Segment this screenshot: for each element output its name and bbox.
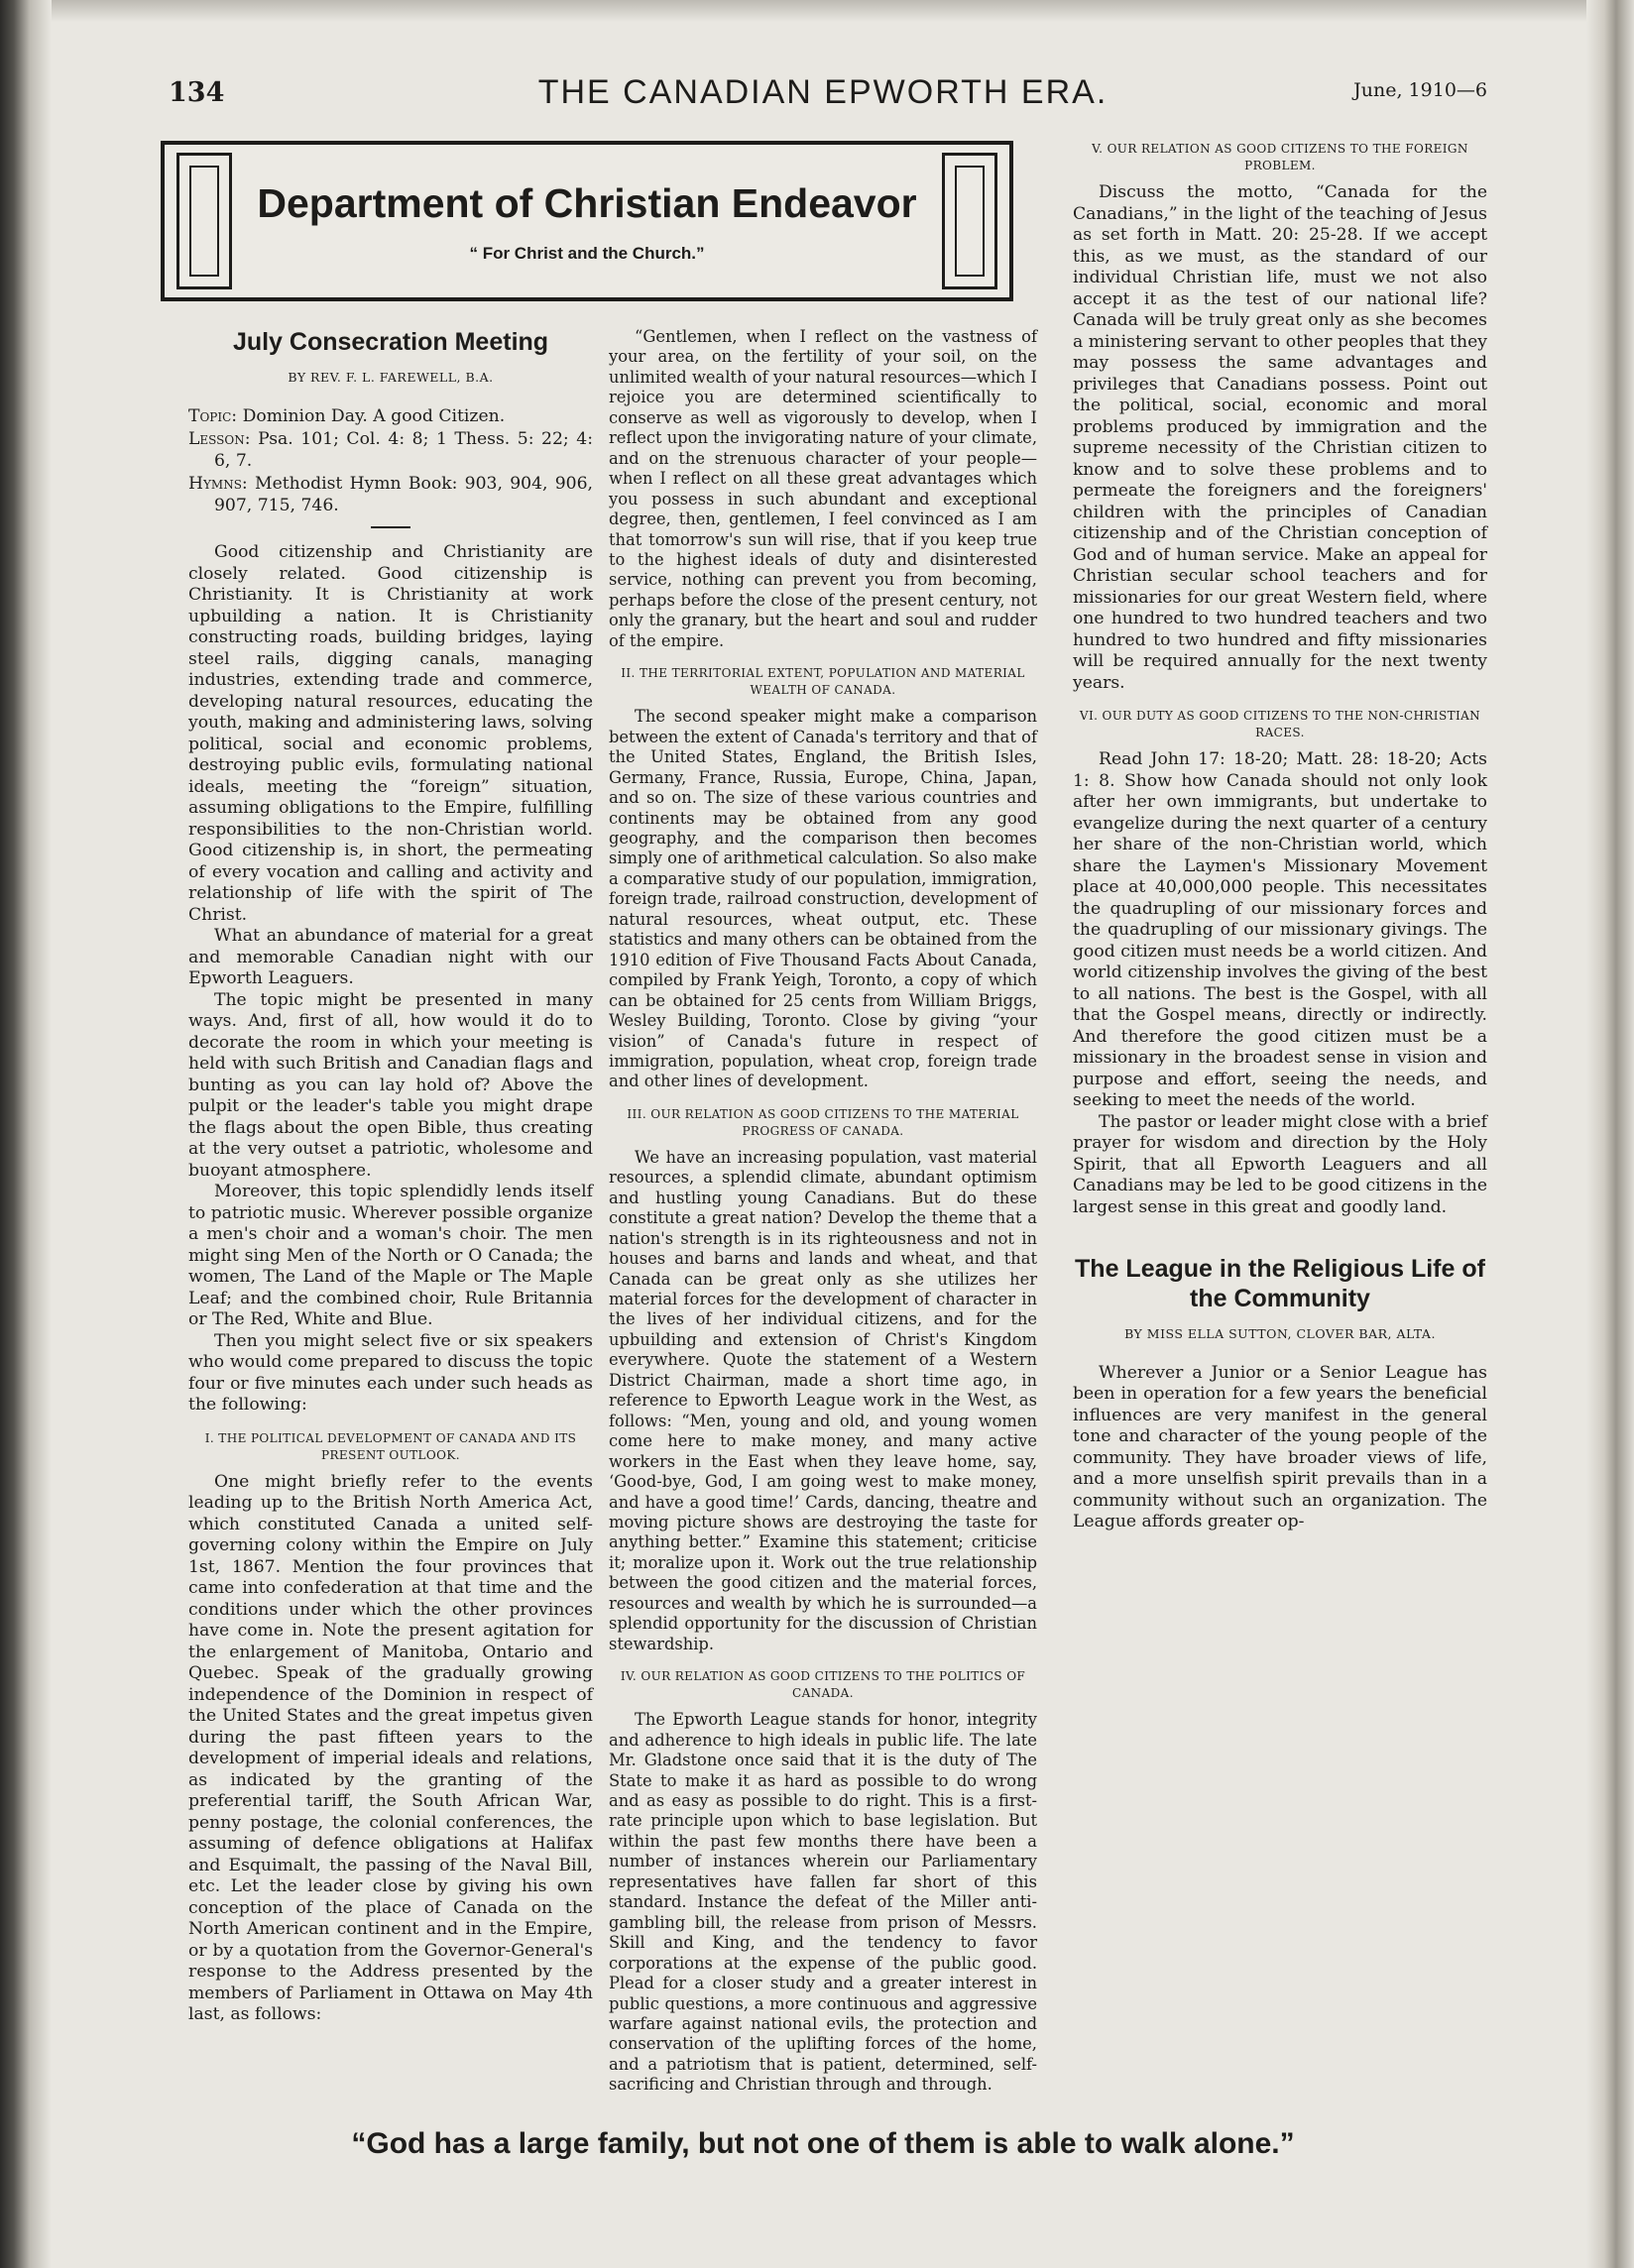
- section-heading: IV. OUR RELATION AS GOOD CITIZENS TO THE POLITICS OF CANADA.: [620, 1669, 1026, 1701]
- section-heading: V. OUR RELATION AS GOOD CITIZENS TO THE FOREIGN PROBLEM.: [1092, 142, 1468, 172]
- article-byline: BY MISS ELLA SUTTON, CLOVER BAR, ALTA.: [1124, 1326, 1436, 1341]
- hymns-line: Hymns: Methodist Hymn Book: 903, 904, 906, 907, 715, 746.: [188, 474, 593, 515]
- article-byline: BY REV. F. L. FAREWELL, B.A.: [288, 370, 494, 385]
- paragraph: Wherever a Junior or a Senior League has been in operation for a few years the beneficial influences are very manifest in the general tone and character of the young people of the community. They have broader views of life, and a more unselfish spirit prevails than in a community without such an organization. The League affords greater op-: [1073, 1362, 1487, 1531]
- lesson-line: Lesson: Psa. 101; Col. 4: 8; 1 Thess. 5: 22; 4: 6, 7.: [188, 429, 593, 471]
- page-number: 134: [169, 77, 225, 108]
- page-top-shadow: [52, 0, 1586, 22]
- paragraph: The topic might be presented in many ways. And, first of all, how would it do to decorate the room in which your meeting is held with such British and Canadian flags and bunting as you can lay hold of? Above the pulpit or the leader's table you might drape the flags about the open Bible, thus creating at the very outset a patriotic, wholesome and buoyant atmosphere.: [188, 989, 593, 1181]
- department-banner: [161, 141, 1013, 301]
- journal-title: THE CANADIAN EPWORTH ERA.: [537, 73, 1109, 111]
- page-header: [159, 73, 1487, 119]
- topic-line: Topic: Dominion Day. A good Citizen.: [188, 405, 506, 426]
- banner-right-ornament: [942, 153, 997, 289]
- paragraph: The pastor or leader might close with a brief prayer for wisdom and direction by the Holy Spirit, that all Epworth Leaguers and all Canadians may be led to be good citizens in the largest sense in this great and goodly land.: [1073, 1111, 1487, 1217]
- paragraph: The second speaker might make a comparison between the extent of Canada's territory and that of the United States, England, the British Isles, Germany, France, Russia, Europe, China, Japan, and so on. The size of these various countries and continents may be obtained from any good geography, and the comparison then becomes simply one of arithmetical calculation. So also make a comparative study of our population, immigration, foreign trade, railroad construction, development of natural resources, wheat output, etc. These statistics and many others can be obtained from the 1910 edition of Five Thousand Facts About Canada, compiled by Frank Yeigh, Toronto, a copy of which can be obtained for 25 cents from William Briggs, Wesley Building, Toronto. Close by giving “your vision” of Canada's future in respect of immigration, population, wheat crop, foreign trade and other lines of development.: [609, 707, 1037, 1091]
- divider: [371, 526, 410, 528]
- column-2: [609, 327, 1037, 2096]
- department-title: Department of Christian Endeavor: [257, 180, 917, 226]
- book-binding-shadow: [0, 0, 52, 2268]
- paragraph: We have an increasing population, vast material resources, a splendid climate, abundant optimism and hustling young Canadians. But do these constitute a great nation? Develop the theme that a nation's strength is in its righteousness and not in houses and barns and lands and wheat, and that Canada can be great only as she utilizes her material forces for the development of character in the lives of her individual citizens, and for the upbuilding and extension of Christ's Kingdom everywhere. Quote the statement of a Western District Chairman, made a short time ago, in reference to Epworth League work in the West, as follows: “Men, young and old, and young women come here to make money, and many active workers in the East when they leave home, say, ‘Good-bye, God, I am going west to make money, and have a good time!’ Cards, dancing, theatre and moving picture shows are destroying the taste for anything better.” Examine this statement; criticise it; moralize upon it. Work out the true relationship between the good citizen and the material forces, resources and wealth by which he is surrounded—a splendid opportunity for the discussion of Christian stewardship.: [609, 1147, 1037, 1653]
- paragraph: Read John 17: 18-20; Matt. 28: 18-20; Acts 1: 8. Show how Canada should not only look after her own immigrants, but undertake to evangelize during the next quarter of a century her share of the non-Christian world, which share the Laymen's Missionary Movement place at 40,000,000 people. This necessitates the quadrupling of our missionary forces and the quadrupling of our missionary givings. The good citizen must needs be a world citizen. And world citizenship involves the giving of the best to all nations. The best is the Gospel, with all that the Gospel means, directly or indirectly. And therefore the good citizen must be a missionary in the broadest sense in vision and purpose and effort, seeing the needs, and seeking to meet the needs of the world.: [1073, 749, 1487, 1110]
- banner-left-ornament: [176, 153, 232, 289]
- section-heading: III. OUR RELATION AS GOOD CITIZENS TO THE MATERIAL PROGRESS OF CANADA.: [627, 1106, 1019, 1138]
- page-edge-shadow: [1586, 0, 1634, 2268]
- paragraph: One might briefly refer to the events leading up to the British North America Act, which constituted Canada a united self-governing colony within the Empire on July 1st, 1867. Mention the four provinces that came into confederation at that time and the conditions under which the other provinces have come in. Note the present agitation for the enlargement of Manitoba, Ontario and Quebec. Speak of the gradually growing independence of the Dominion in respect of the United States and the great impetus given during the past fifteen years to the development of imperial ideals and relations, as indicated by the granting of the preferential tariff, the South African War, penny postage, the colonial conferences, the assuming of defence obligations at Halifax and Esquimalt, the passing of the Naval Bill, etc. Let the leader close by giving his own conception of the place of Canada on the North American continent and in the Empire, or by a quotation from the Governor-General's response to the Address presented by the members of Parliament in Ottawa on May 4th last, as follows:: [188, 1471, 593, 2024]
- column-1: [188, 327, 593, 2026]
- paragraph: Then you might select five or six speakers who would come prepared to discuss the topic four or five minutes each under such heads as the following:: [188, 1330, 593, 1415]
- paragraph: “Gentlemen, when I reflect on the vastness of your area, on the fertility of your soil, on the unlimited wealth of your natural resources—which I rejoice you are determined scientifically to conserve as well as vigorously to develop, when I reflect upon the invigorating nature of your climate, and on the strenuous character of your people—when I reflect on all these great advantages which you possess in such abundant and exceptional degree, then, gentlemen, I feel convinced as I am that tomorrow's sun will rise, that if you keep true to the highest ideals of duty and disinterested service, nothing can prevent you from becoming, perhaps before the close of the present century, not only the granary, but the heart and soul and rudder of the empire.: [609, 327, 1037, 650]
- column-3: [1073, 127, 1487, 1533]
- footer-quote: “God has a large family, but not one of them is able to walk alone.”: [351, 2127, 1295, 2160]
- section-heading: II. THE TERRITORIAL EXTENT, POPULATION AND MATERIAL WEALTH OF CANADA.: [621, 666, 1025, 698]
- paragraph: What an abundance of material for a great and memorable Canadian night with our Epworth Leaguers.: [188, 926, 593, 988]
- section-heading: VI. OUR DUTY AS GOOD CITIZENS TO THE NON-CHRISTIAN RACES.: [1079, 709, 1481, 739]
- paragraph: Discuss the motto, “Canada for the Canadians,” in the light of the teaching of Jesus as set forth in Matt. 20: 25-28. If we accept this, as we must, as the standard of our individual Christian life, must we not also accept it as the test of our national life? Canada will be truly great only as she becomes a ministering servant to other peoples that they may possess the same advantages and privileges that Canadians possess. Point out the political, social, economic and moral problems produced by immigration and the supreme necessity of the Christian citizen to know and to solve these problems and to permeate the foreigners and the foreigners' children with the principles of Canadian citizenship and of the Christian conception of God and of human service. Make an appeal for Christian secular school teachers and for missionaries for our great Western field, where one hundred to two hundred teachers and two hundred to two hundred and fifty missionaries will be required annually for the next twenty years.: [1073, 182, 1487, 693]
- issue-date: June, 1910—6: [1353, 79, 1487, 101]
- section-heading: I. THE POLITICAL DEVELOPMENT OF CANADA AND ITS PRESENT OUTLOOK.: [204, 1430, 577, 1462]
- article-title: July Consecration Meeting: [232, 328, 549, 356]
- paragraph: Good citizenship and Christianity are closely related. Good citizenship is Christianity. It is Christianity at work upbuilding a nation. It is Christianity constructing roads, building bridges, laying steel rails, digging canals, managing industries, extending trade and commerce, developing natural resources, educating the youth, making and administering laws, solving political, social and economic problems, destroying public evils, formulating national ideals, meeting the “foreign” situation, assuming obligations to the Empire, fulfilling responsibilities to the non-Christian world. Good citizenship is, in short, the permeating of every vocation and calling and activity and relationship of life with the spirit of The Christ.: [188, 542, 593, 925]
- paragraph: Moreover, this topic splendidly lends itself to patriotic music. Wherever possible organize a men's choir and a woman's choir. The men might sing Men of the North or O Canada; the women, The Land of the Maple or The Maple Leaf; and the combined choir, Rule Britannia or The Red, White and Blue.: [188, 1182, 593, 1329]
- article-title: The League in the Religious Life of the Community: [1075, 1255, 1485, 1312]
- paragraph: The Epworth League stands for honor, integrity and adherence to high ideals in public life. The late Mr. Gladstone once said that it is the duty of The State to make it as hard as possible to do wrong and as easy as possible to do right. This is a first-rate principle upon which to base legislation. But within the past few months there have been a number of instances wherein our Parliamentary representatives have fallen far short of this standard. Instance the defeat of the Miller anti-gambling bill, the release from prison of Messrs. Skill and King, and the tendency to favor corporations at the expense of the public good. Plead for a closer study and a greater interest in public questions, a more continuous and aggressive warfare against national evils, the protection and conservation of the uplifting forces of the home, and a patriotism that is patient, determined, self-sacrificing and Christian through and through.: [609, 1710, 1037, 2095]
- department-motto: “ For Christ and the Church.”: [469, 244, 705, 263]
